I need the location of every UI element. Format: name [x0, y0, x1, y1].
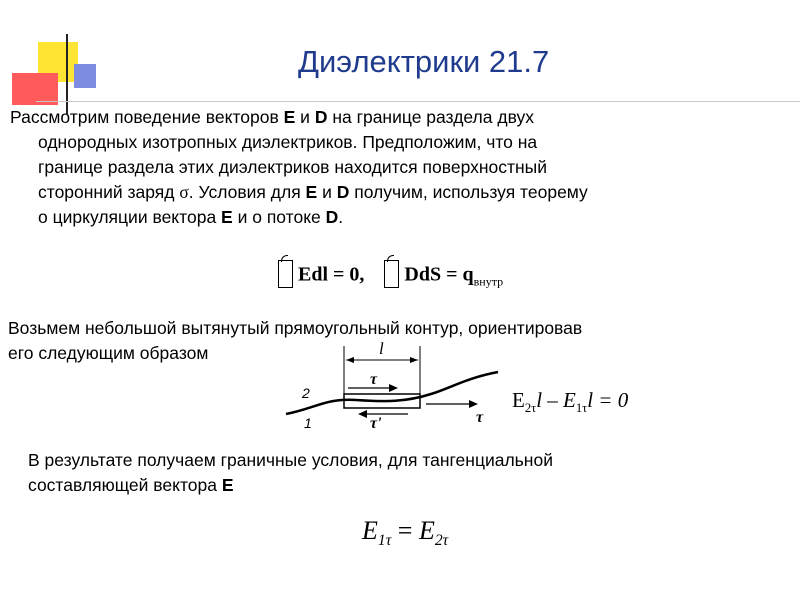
formula-rhs-e: E: [418, 516, 435, 545]
dimension-arrow-left: [346, 357, 354, 363]
formula-lhs-sub: 1τ: [377, 532, 392, 550]
tangential-balance-formula: [512, 388, 628, 416]
contour-integral-icon: [278, 260, 293, 288]
formula-l-equals-zero: l = 0: [587, 388, 629, 412]
intro-text: получим, используя теорему: [349, 182, 588, 202]
intro-line-2: однородных изотропных диэлектриков. Предположим, что на: [38, 132, 538, 152]
contour-line-2: его следующим образом: [8, 343, 209, 363]
intro-text: .: [338, 207, 344, 227]
intro-text: . Условия для: [188, 182, 306, 202]
result-paragraph: [28, 448, 748, 498]
flux-equation: DdS = q: [404, 263, 474, 286]
vector-d: D: [314, 107, 328, 127]
flux-subscript: внутр: [473, 274, 504, 289]
result-line-2: [28, 473, 748, 498]
vector-e: E: [283, 107, 296, 127]
surface-integral-icon: [384, 260, 399, 288]
contour-diagram: [276, 338, 506, 430]
formula-equals: =: [391, 516, 419, 545]
formula-e2: E: [512, 388, 525, 412]
tau-prime-label: τ': [370, 415, 382, 430]
circulation-flux-formula: [278, 262, 503, 290]
intro-text: и: [295, 107, 315, 127]
region-2-label: 2: [302, 385, 310, 401]
result-text: составляющей вектора: [28, 475, 222, 495]
result-line-1: В результате получаем граничные условия, для тангенциальной: [28, 450, 553, 470]
header-rule: [36, 101, 800, 102]
tau-arrowhead-right: [469, 400, 478, 408]
tau-label-top: τ: [370, 371, 378, 388]
circulation-equation: Edl = 0,: [298, 263, 365, 286]
length-label: l: [379, 339, 384, 358]
formula-sub-1tau: 1τ: [575, 401, 588, 416]
vector-e: E: [221, 207, 233, 227]
boundary-condition-formula: [362, 516, 448, 550]
corner-blue-square: [74, 64, 96, 88]
tau-prime-arrowhead: [358, 410, 367, 418]
intro-text: на границе раздела двух: [327, 107, 534, 127]
dimension-arrow-right: [410, 357, 418, 363]
region-1-label: 1: [304, 415, 312, 430]
intro-text: и: [317, 182, 337, 202]
intro-line-3: границе раздела этих диэлектриков находится поверхностный: [38, 157, 548, 177]
intro-line-1: [10, 105, 770, 130]
intro-line-4: [10, 180, 770, 205]
vector-e: E: [305, 182, 318, 202]
vector-d: D: [325, 207, 339, 227]
corner-vertical-line: [66, 34, 68, 114]
sigma-symbol: σ: [179, 182, 189, 202]
vector-e: E: [221, 475, 234, 495]
intro-text: о циркуляции вектора: [38, 207, 222, 227]
formula-rhs-sub: 2τ: [434, 532, 449, 550]
intro-paragraph: [10, 105, 770, 230]
intro-text: сторонний заряд: [38, 182, 180, 202]
contour-line-1: Возьмем небольшой вытянутый прямоугольный контур, ориентировав: [8, 318, 583, 338]
formula-sub-2tau: 2τ: [524, 401, 537, 416]
formula-l-minus-e1: l – E: [536, 388, 576, 412]
slide-title: Диэлектрики 21.7: [298, 44, 550, 79]
intro-line-5: [10, 205, 770, 230]
tau-label-right: τ: [476, 409, 484, 426]
intro-text: Рассмотрим поведение векторов: [10, 107, 284, 127]
vector-d: D: [336, 182, 350, 202]
tau-arrowhead-top: [389, 384, 398, 392]
intro-text: и о потоке: [232, 207, 326, 227]
formula-lhs-e: E: [362, 516, 378, 545]
